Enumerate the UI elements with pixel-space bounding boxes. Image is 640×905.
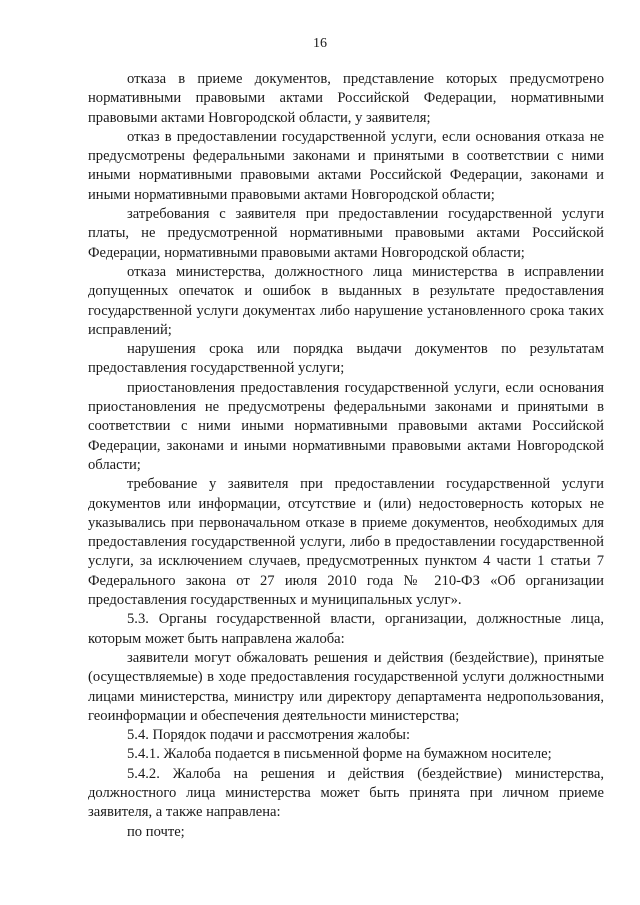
paragraph: 5.3. Органы государственной власти, организации, должностные лица, которым может быть направлена жалоба: bbox=[88, 611, 604, 647]
paragraph: по почте; bbox=[127, 823, 185, 840]
document-body bbox=[88, 70, 604, 842]
paragraph: нарушения срока или порядка выдачи документов по результатам предоставления государственной услуги; bbox=[88, 341, 604, 377]
paragraph: отказа министерства, должностного лица министерства в исправлении допущенных опечаток и ошибок в выданных в результате предоставления государственной услуги документах либо нарушение установленного срока таких исправлений; bbox=[88, 263, 604, 338]
paragraph: отказа в приеме документов, представление которых предусмотрено нормативными правовыми актами Российской Федерации, нормативными правовыми актами Новгородской области, у заявителя; bbox=[88, 71, 604, 126]
paragraph: требование у заявителя при предоставлении государственной услуги документов или информации, отсутствие и (или) недостоверность которых не указывались при первоначальном отказе в приеме документов, необходимых для предоставления государственной услуги, либо в предоставлении государственной услуги, за исключением случаев, предусмотренных пунктом 4 части 1 статьи 7 Федерального закона от 27 июля 2010 года № 210-ФЗ «Об организации предоставления государственных и муниципальных услуг». bbox=[88, 476, 604, 609]
paragraph: отказ в предоставлении государственной услуги, если основания отказа не предусмотрены федеральными законами и принятыми в соответствии с ними иными нормативными правовыми актами Российской Федерации, законами и иными нормативными правовыми актами Новгородской области; bbox=[88, 128, 604, 203]
paragraph: 5.4.1. Жалоба подается в письменной форме на бумажном носителе; bbox=[127, 746, 552, 763]
page-number: 16 bbox=[313, 36, 327, 51]
paragraph: 5.4.2. Жалоба на решения и действия (бездействие) министерства, должностного лица министерства может быть принята при личном приеме заявителя, а также направлена: bbox=[88, 765, 604, 821]
paragraph: заявители могут обжаловать решения и действия (бездействие), принятые (осуществляемые) в ходе предоставления государственной услуги должностными лицами министерства, министру или директору департамента недропользования, геоинформации и обеспечения деятельности министерства; bbox=[88, 649, 604, 724]
paragraph: приостановления предоставления государственной услуги, если основания приостановления не предусмотрены федеральными законами и принятыми в соответствии с ними иными нормативными правовыми актами Российской Федерации, законами и иными нормативными правовыми актами Новгородской области; bbox=[88, 379, 604, 473]
paragraph: затребования с заявителя при предоставлении государственной услуги платы, не предусмотренной нормативными правовыми актами Российской Федерации, нормативными правовыми актами Новгородской области; bbox=[88, 206, 604, 261]
paragraph: 5.4. Порядок подачи и рассмотрения жалобы: bbox=[127, 727, 411, 744]
